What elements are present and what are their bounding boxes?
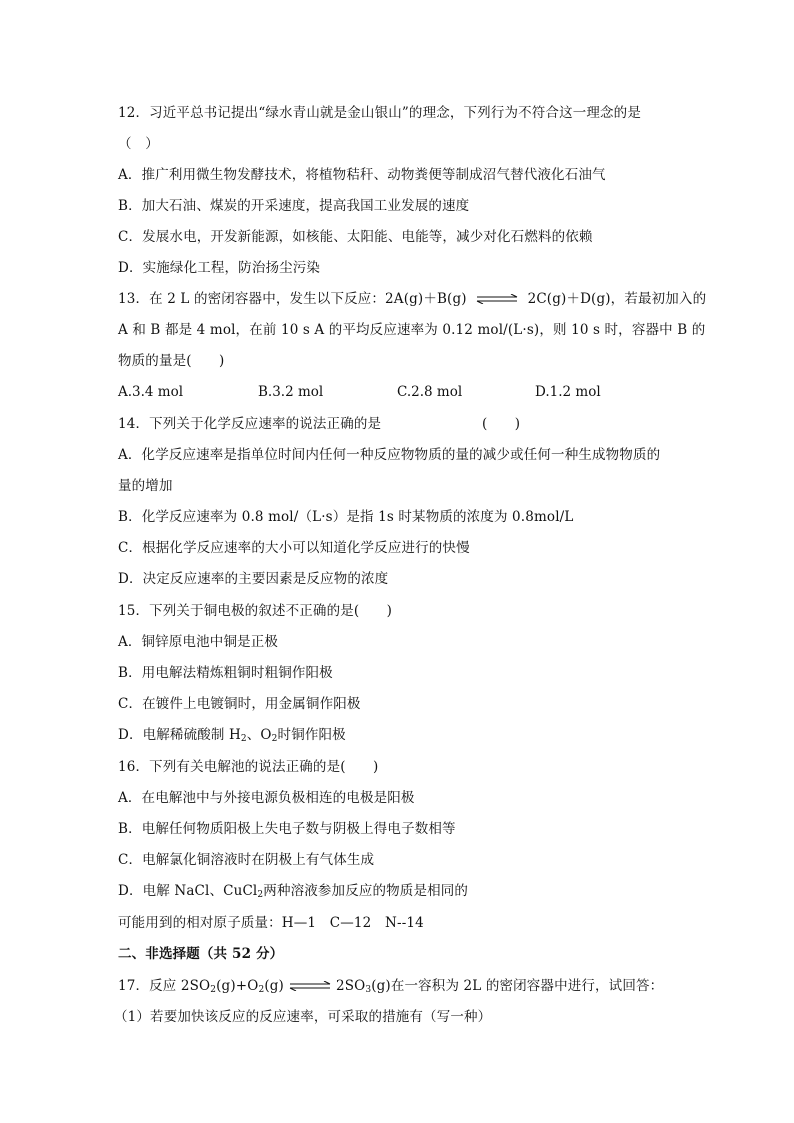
q13-option-a: A.3.4 mol [118,384,184,400]
q14-stem-text: 14．下列关于化学反应速率的说法正确的是 [118,416,382,432]
q15-d-pre: D．电解稀硫酸制 H [118,727,241,743]
q16-option-b: B．电解任何物质阳极上失电子数与阴极上得电子数相等 [118,821,456,837]
q13-options [118,384,718,400]
equilibrium-arrow-icon [475,294,519,304]
q15-option-b: B．用电解法精炼粗铜时粗铜作阳极 [118,665,333,681]
q12-stem: 12．习近平总书记提出“绿水青山就是金山银山”的理念，下列行为不符合这一理念的是 [118,105,641,121]
q17-mid3: 2SO [335,978,366,994]
q17-sub2: 2 [258,985,265,995]
q16-d-post: 两种溶液参加反应的物质是相同的 [263,883,469,899]
q14-option-a-line1: A．化学反应速率是指单位时间内任何一种反应物物质的量的减少或任何一种生成物物质的 [118,447,661,463]
q16-option-a: A．在电解池中与外接电源负极相连的电极是阳极 [118,790,415,806]
q14-option-c: C．根据化学反应速率的大小可以知道化学反应进行的快慢 [118,540,470,556]
q15-d-mid: 、O [246,727,272,743]
q17-mid2: (g) [264,978,284,994]
q16-option-c: C．电解氯化铜溶液时在阴极上有气体生成 [118,852,375,868]
q16-option-d [118,883,468,899]
q17-post: (g)在一容积为 2L 的密闭容器中进行，试回答： [371,978,664,994]
q13-option-d: D.1.2 mol [535,384,601,400]
atomic-mass-note: 可能用到的相对原子质量：H—1 C—12 N--14 [118,915,424,931]
q12-paren: （ ） [118,136,159,152]
q15-option-d [118,727,346,743]
q14-paren: ( ) [482,416,521,432]
q15-d-sub2: 2 [271,734,278,744]
q12-option-b: B．加大石油、煤炭的开采速度，提高我国工业发展的速度 [118,198,470,214]
q16-stem: 16．下列有关电解池的说法正确的是( ) [118,759,379,775]
q14-option-a-line2: 量的增加 [118,478,173,494]
q13-stem-left: 13．在 2 L 的密闭容器中，发生以下反应：2A(g)＋B(g) [118,291,467,307]
q15-d-sub1: 2 [240,734,247,744]
q16-d-pre: D．电解 NaCl、CuCl [118,883,258,899]
q15-d-post: 时铜作阳极 [277,727,346,743]
q13-line3: 物质的量是( ) [118,353,225,369]
q13-stem-right: 2C(g)＋D(g)，若最初加入的 [527,291,707,307]
q13-stem [118,291,706,307]
q17-pre: 17．反应 2SO [118,978,211,994]
q17-stem [118,978,663,994]
q13-option-b: B.3.2 mol [258,384,324,400]
q17-mid1: (g)+O [216,978,259,994]
section-heading: 二、非选择题（共 52 分） [118,946,284,962]
q16-d-sub: 2 [257,890,264,900]
q13-line2: A 和 B 都是 4 mol，在前 10 s A 的平均反应速率为 0.12 mol/(L·s)，则 10 s 时，容器中 B 的 [118,322,706,338]
q15-option-c: C．在镀件上电镀铜时，用金属铜作阳极 [118,696,361,712]
q17-subquestion-1: （1）若要加快该反应的反应速率，可采取的措施有（写一种） [114,1009,492,1025]
q14-option-d: D．决定反应速率的主要因素是反应物的浓度 [118,571,389,587]
q13-option-c: C.2.8 mol [397,384,463,400]
equilibrium-arrow-icon [288,981,332,991]
q12-option-c: C．发展水电，开发新能源，如核能、太阳能、电能等，减少对化石燃料的依赖 [118,229,593,245]
q15-option-a: A．铜锌原电池中铜是正极 [118,634,279,650]
q15-stem: 15．下列关于铜电极的叙述不正确的是( ) [118,603,393,619]
q14-stem [118,416,521,432]
q14-option-b: B．化学反应速率为 0.8 mol/（L·s）是指 1s 时某物质的浓度为 0.8mol/L [118,509,574,525]
q12-option-d: D．实施绿化工程，防治扬尘污染 [118,260,321,276]
q17-sub1: 2 [210,985,217,995]
q12-option-a: A．推广利用微生物发酵技术，将植物秸秆、动物粪便等制成沼气替代液化石油气 [118,167,606,183]
q17-sub3: 3 [365,985,372,995]
